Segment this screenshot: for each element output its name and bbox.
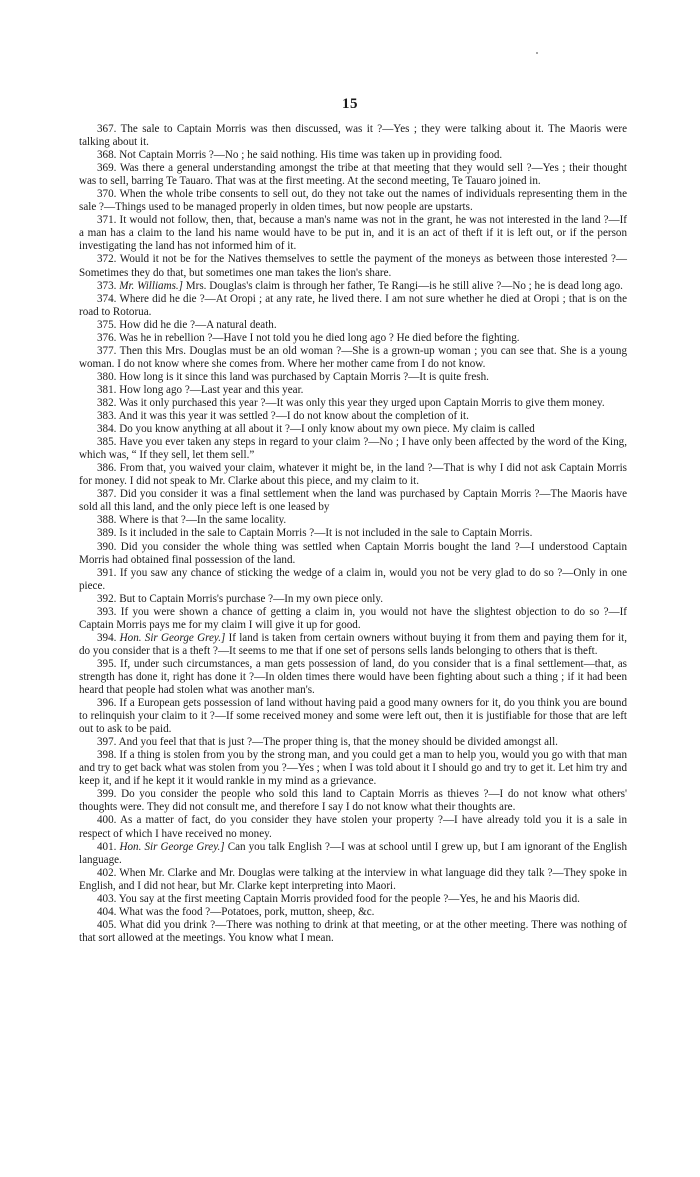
testimony-paragraph [79,462,627,488]
paragraph-text: Mrs. Douglas's claim is through her father, Te Rangi—is he still alive ?—No ; he is dead long ago. [185,279,623,292]
paragraph-text: Did you consider the whole thing was settled when Captain Morris bought the land ?—I understood Captain Morris had obtained final possession of the land. [79,540,627,566]
question-number: 403. [97,892,117,905]
paragraph-text: If a European gets possession of land without having paid a good many owners for it, do you think you are bound to relinquish your claim to it ?—If some received money and some were left out, then it is justifiable for those that are left out to ask to be paid. [79,697,627,736]
question-number: 374. [97,292,117,305]
question-number: 386. [97,462,117,475]
testimony-paragraph [79,814,627,840]
testimony-paragraph [79,188,627,214]
testimony-text [79,123,627,945]
paragraph-text: You say at the first meeting Captain Morris provided food for the people ?—Yes, he and his Maoris did. [118,892,580,905]
question-number: 391. [97,566,117,579]
testimony-paragraph [79,214,627,253]
paragraph-text: Was he in rebellion ?—Have I not told you he died long ago ? He died before the fighting. [119,331,520,344]
question-number: 396. [97,697,117,710]
testimony-paragraph [79,788,627,814]
paragraph-text: Was it only purchased this year ?—It was only this year they urged upon Captain Morris to give them money. [119,396,605,409]
paragraph-text: From that, you waived your claim, whatever it might be, in the land ?—That is why I did not ask Captain Morris for money. I did not speak to Mr. Clarke about this piece, and my claim to it. [79,462,627,488]
testimony-paragraph [79,332,627,345]
testimony-paragraph [79,410,627,423]
question-number: 388. [97,514,117,527]
paragraph-text: And it was this year it was settled ?—I do not know about the completion of it. [118,410,469,423]
question-number: 395. [97,657,117,670]
testimony-paragraph [79,123,627,149]
question-number: 401. [97,840,117,853]
question-number: 392. [97,592,117,605]
paragraph-text: Then this Mrs. Douglas must be an old woman ?—She is a grown-up woman ; you can see that. She is a young woman. I do not know where she comes from. Where her mother came from I do not know. [79,344,627,370]
testimony-paragraph [79,606,627,632]
testimony-paragraph [79,632,627,658]
testimony-paragraph [79,488,627,514]
testimony-paragraph [79,906,627,919]
testimony-paragraph [79,280,627,293]
question-number: 385. [97,436,117,449]
speaker-name: Hon. Sir George Grey.] [119,840,225,853]
paragraph-text: When the whole tribe consents to sell out, do they not take out the names of individuals representing them in the sale ?—Things used to be managed properly in olden times, but now people are upstarts. [79,188,627,214]
paragraph-text: Where did he die ?—At Oropi ; at any rate, he lived there. I am not sure whether he died at Oropi ; that is on the road to Rotorua. [79,292,627,318]
paragraph-text: Where is that ?—In the same locality. [119,514,287,527]
testimony-paragraph [79,345,627,371]
testimony-paragraph [79,697,627,736]
paragraph-text: Would it not be for the Natives themselves to settle the payment of the moneys as between those interested ?—Sometimes they do that, but sometimes one man takes the lion's share. [79,253,627,279]
paragraph-text: Do you know anything at all about it ?—I only know about my own piece. My claim is called [119,423,535,436]
testimony-paragraph [79,919,627,945]
question-number: 377. [97,344,117,357]
testimony-paragraph [79,893,627,906]
testimony-paragraph [79,527,627,540]
speaker-name: Mr. Williams.] [119,279,184,292]
paragraph-text: And you feel that that is just ?—The proper thing is, that the money should be divided amongst all. [118,736,558,749]
question-number: 380. [97,370,117,383]
question-number: 398. [97,749,117,762]
paragraph-text: Can you talk English ?—I was at school until I grew up, but I am ignorant of the English language. [79,840,628,866]
testimony-paragraph [79,593,627,606]
question-number: 382. [97,396,117,409]
scan-speck [536,52,538,54]
paragraph-text: Do you consider the people who sold this land to Captain Morris as thieves ?—I do not know what others' thoughts were. They did not consult me, and therefore I say I do not know what their thoughts are. [79,788,627,814]
paragraph-text: It would not follow, then, that, because a man's name was not in the grant, he was not interested in the land ?—If a man has a claim to the land his name would have to be put in, and it is an act of theft if it is left out, or if the person investigating the land has not informed him of it. [79,214,627,253]
testimony-paragraph [79,293,627,319]
question-number: 372. [97,253,117,266]
testimony-paragraph [79,567,627,593]
testimony-paragraph [79,841,627,867]
question-number: 394. [97,631,117,644]
testimony-paragraph [79,541,627,567]
speaker-name: Hon. Sir George Grey.] [119,631,226,644]
paragraph-text: If, under such circumstances, a man gets possession of land, do you consider that is a final settlement—that, as strength has done it, right has done it ?—In olden times there would have been fighting about such a thing ; if it had been heard that people had stolen what was another man's. [79,657,627,697]
paragraph-text: If you were shown a chance of getting a claim in, you would not have the slightest objection to do so ?—If Captain Morris pays me for my claim I will give it up for good. [79,605,627,631]
question-number: 375. [97,318,117,331]
testimony-paragraph [79,867,627,893]
question-number: 376. [97,331,117,344]
question-number: 383. [97,410,117,423]
question-number: 384. [97,423,117,436]
testimony-paragraph [79,253,627,279]
paragraph-text: Did you consider it was a final settlement when the land was purchased by Captain Morris ?—The Maoris have sold all this land, and the only piece left is one leased by [79,488,628,514]
question-number: 404. [97,905,117,918]
question-number: 387. [97,488,117,501]
paragraph-text: What was the food ?—Potatoes, pork, mutton, sheep, &c. [119,905,375,918]
paragraph-text: Was there a general understanding amongst the tribe at that meeting that they would sell ?—Yes ; their thought was to sell, barring Te Tauaro. That was at the first meeting. At the second meeting, Te Tauaro joined in. [79,162,628,188]
page-number: 15 [342,96,358,112]
paragraph-text: If you saw any chance of sticking the wedge of a claim in, would you not be very glad to do so ?—Only in one piece. [79,566,627,592]
testimony-paragraph [79,514,627,527]
question-number: 399. [97,788,117,801]
paragraph-text: What did you drink ?—There was nothing to drink at that meeting, or at the other meeting. There was nothing of that sort allowed at the meetings. You know what I mean. [79,918,627,944]
paragraph-text: If land is taken from certain owners without buying it from them and paying them for it, do you consider that is a theft ?—It seems to me that if one set of persons sells lands belonging to others that is theft. [79,631,628,657]
testimony-paragraph [79,162,627,188]
testimony-paragraph [79,436,627,462]
question-number: 381. [97,383,117,396]
testimony-paragraph [79,397,627,410]
question-number: 370. [97,188,117,201]
testimony-paragraph [79,749,627,788]
question-number: 373. [97,279,117,292]
testimony-paragraph [79,371,627,384]
question-number: 393. [97,605,117,618]
paragraph-text: Have you ever taken any steps in regard to your claim ?—No ; I have only been affected by the word of the King, which was, “ If they sell, let them sell.” [79,436,627,462]
testimony-paragraph [79,658,627,697]
question-number: 369. [97,162,117,175]
paragraph-text: How long is it since this land was purchased by Captain Morris ?—It is quite fresh. [119,370,489,383]
question-number: 368. [97,149,117,162]
paragraph-text: If a thing is stolen from you by the strong man, and you could get a man to help you, would you go with that man and try to get back what was stolen from you ?—Yes ; when I was told about it I should go and try to get it. Let him try and keep it, and if he kept it it would rankle in my mind as a grievance. [79,749,627,788]
testimony-paragraph [79,736,627,749]
question-number: 389. [97,527,117,540]
question-number: 371. [97,214,117,227]
testimony-paragraph [79,149,627,162]
paragraph-text: But to Captain Morris's purchase ?—In my own piece only. [119,592,383,605]
paragraph-text: Not Captain Morris ?—No ; he said nothing. His time was taken up in providing food. [119,149,503,162]
question-number: 390. [97,540,117,553]
paragraph-text: How long ago ?—Last year and this year. [119,383,304,396]
question-number: 405. [97,918,117,931]
question-number: 367. [97,123,117,135]
paragraph-text: How did he die ?—A natural death. [119,318,277,331]
paragraph-text: The sale to Captain Morris was then discussed, was it ?—Yes ; they were talking about it. The Maoris were talking about it. [79,123,627,149]
testimony-paragraph [79,384,627,397]
paragraph-text: As a matter of fact, do you consider they have stolen your property ?—I have already told you it is a sale in respect of which I have received no money. [79,814,627,840]
question-number: 402. [97,866,117,879]
question-number: 397. [97,736,117,749]
testimony-paragraph [79,319,627,332]
question-number: 400. [97,814,117,827]
testimony-paragraph [79,423,627,436]
paragraph-text: Is it included in the sale to Captain Morris ?—It is not included in the sale to Captain Morris. [119,527,533,540]
paragraph-text: When Mr. Clarke and Mr. Douglas were talking at the interview in what language did they talk ?—They spoke in English, and I did not hear, but Mr. Clarke kept interpreting into Maori. [79,866,627,892]
